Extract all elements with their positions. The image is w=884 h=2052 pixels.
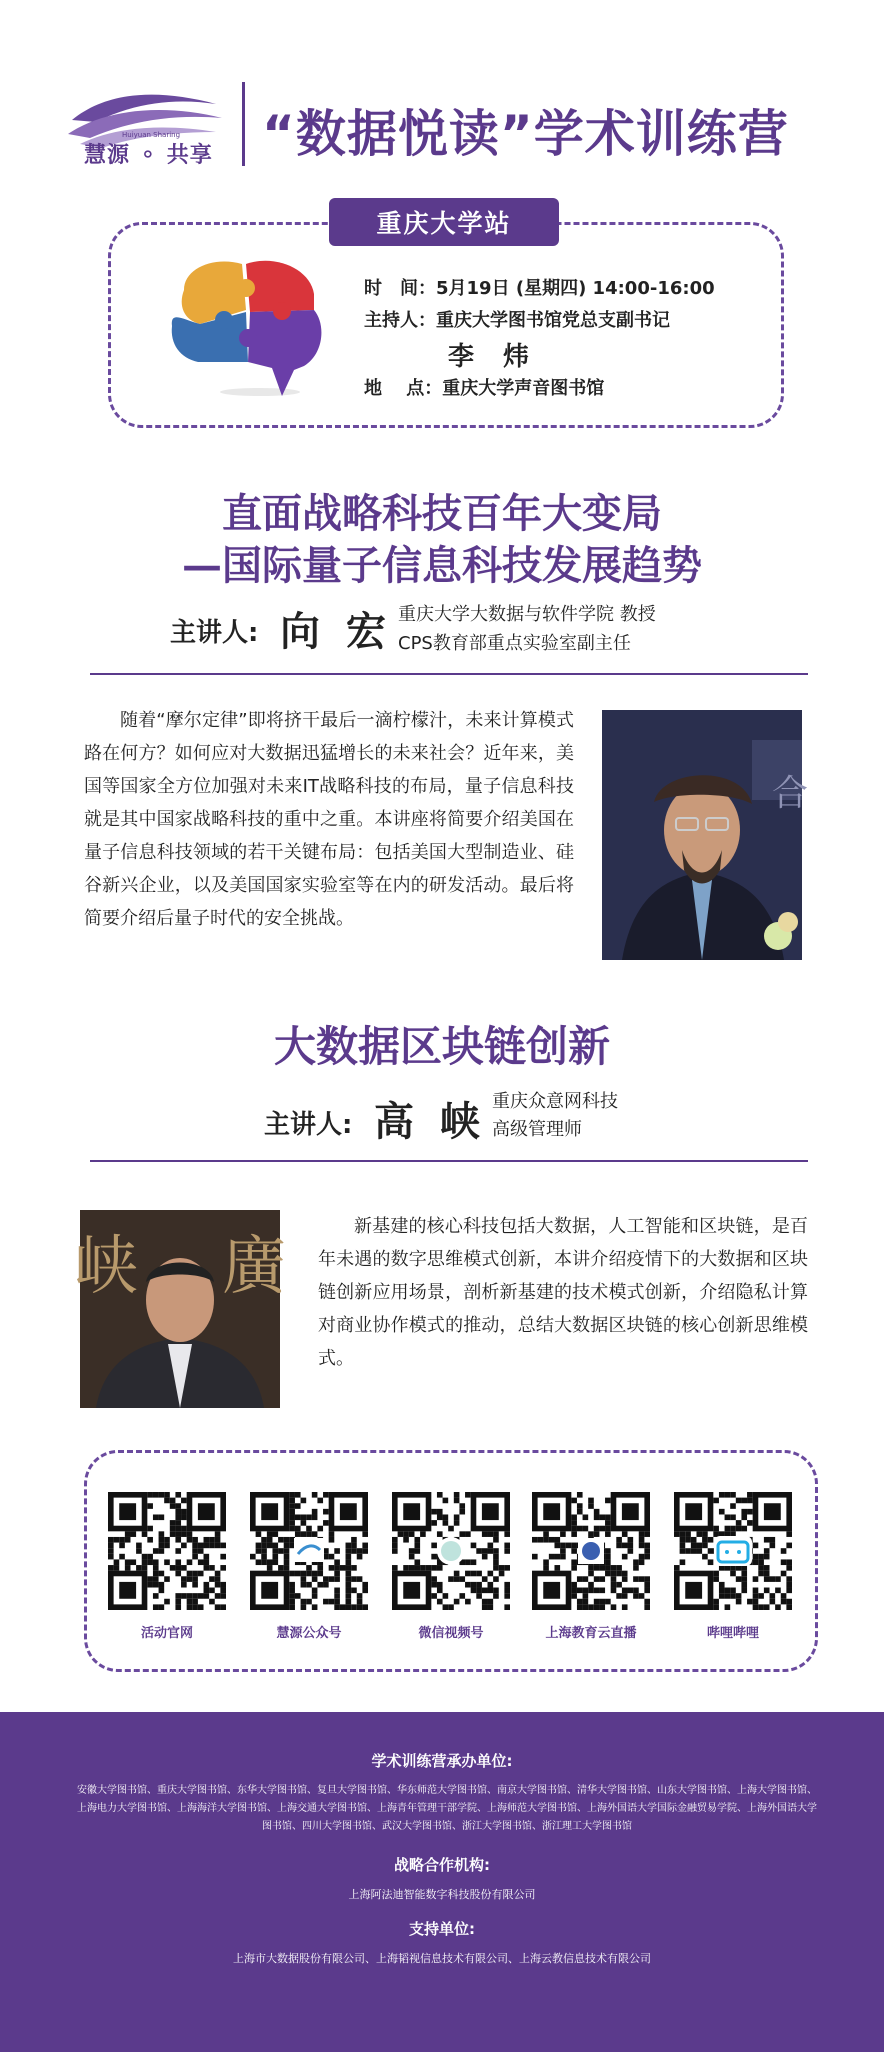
qr-label-5: 哔哩哔哩 [706, 1626, 759, 1641]
speaker1-photo [602, 710, 809, 960]
qr-code-1 [108, 1492, 226, 1610]
header-divider [242, 82, 245, 166]
talk2-divider [90, 1160, 808, 1162]
speaker2-photo [74, 1210, 286, 1408]
talk2-speaker-name: 高 峡 [374, 1099, 486, 1145]
svg-text:峡: 峡 [74, 1230, 138, 1304]
event-host: 主持人：重庆大学图书馆党总支副书记 [364, 310, 670, 331]
station-badge: 重庆大学站 [329, 198, 559, 246]
talk1-divider [90, 673, 808, 675]
qr-label-2: 慧源公众号 [276, 1626, 342, 1641]
host-name: 李 炜 [448, 342, 540, 372]
talk1-speaker-name: 向 宏 [280, 609, 392, 655]
talk2-affiliation-line1: 重庆众意网科技 [492, 1091, 618, 1112]
qr-code-3 [392, 1492, 510, 1610]
talk1-affiliation-line2: CPS教育部重点实验室副主任 [398, 633, 631, 654]
svg-text:合: 合 [772, 773, 809, 814]
partner-heading: 战略合作机构: [394, 1856, 490, 1874]
event-location: 地 点：重庆大学声音图书馆 [364, 378, 605, 399]
qr-label-4: 上海教育云直播 [545, 1626, 637, 1641]
talk2-abstract: 新基建的核心科技包括大数据，人工智能和区块链，是百年未遇的数字思维模式创新，本讲介绍疫情下的大数据和区块链创新应用场景，剖析新基建的技术模式创新，介绍隐私计算对商业协作模式的推动，总结大数据区块链的核心创新思维模式。 [318, 1216, 808, 1369]
partner-name: 上海阿法迪智能数字科技股份有限公司 [348, 1888, 536, 1901]
support-list: 上海市大数据股份有限公司、上海韬视信息技术有限公司、上海云教信息技术有限公司 [233, 1952, 651, 1965]
talk2-affiliation-line2: 高级管理师 [492, 1119, 582, 1140]
qr-label-3: 微信视频号 [418, 1626, 484, 1641]
talk2-speaker-label: 主讲人: [264, 1110, 353, 1140]
qr-code-5 [674, 1492, 792, 1610]
qr-code-4 [532, 1492, 650, 1610]
talk1-title-line2: —国际量子信息科技发展趋势 [182, 542, 702, 589]
talk1-affiliation-line1: 重庆大学大数据与软件学院 教授 [398, 604, 656, 625]
talk1-speaker-label: 主讲人: [170, 618, 259, 648]
talk1-abstract: 随着“摩尔定律”即将挤干最后一滴柠檬汁，未来计算模式路在何方？如何应对大数据迅猛增长的未来社会？近年来，美国等国家全方位加强对未来IT战略科技的布局，量子信息科技就是其中国家战略科技的重中之重。本讲座将简要介绍美国在量子信息科技领域的若干关键布局：包括美国大型制造业、硅谷新兴企业，以及美国国家实验室等在内的研发活动。最后将简要介绍后量子时代的安全挑战。 [84, 710, 574, 929]
qr-label-1: 活动官网 [140, 1626, 193, 1641]
logo-subtitle: Huiyuan Sharing [122, 131, 181, 139]
qr-code-2 [250, 1492, 368, 1610]
svg-text:廣: 廣 [222, 1230, 286, 1304]
organizers-heading: 学术训练营承办单位: [371, 1752, 513, 1770]
logo-name: 慧源 ⚬ 共享 [84, 143, 213, 168]
organizers-list: 安徽大学图书馆、重庆大学图书馆、东华大学图书馆、复旦大学图书馆、华东师范大学图书馆、南京大学图书馆、清华大学图书馆、山东大学图书馆、上海大学图书馆、上海电力大学图书馆、上海海洋大学图书馆、上海交通大学图书馆、上海青年管理干部学院、上海师范大学图书馆、上海外国语大学国际金融贸易学院、上海外国语大学图书馆、四川大学图书馆、武汉大学图书馆、浙江大学图书馆、浙江理工大学图书馆 [77, 1785, 817, 1832]
puzzle-brain-icon [164, 250, 332, 400]
talk1-title-line1: 直面战略科技百年大变局 [222, 490, 662, 537]
support-heading: 支持单位: [409, 1920, 475, 1938]
event-time: 时 间：5月19日 (星期四) 14:00-16:00 [364, 278, 715, 299]
page-title: “数据悦读”学术训练营 [262, 105, 789, 163]
talk2-title: 大数据区块链创新 [273, 1022, 610, 1071]
